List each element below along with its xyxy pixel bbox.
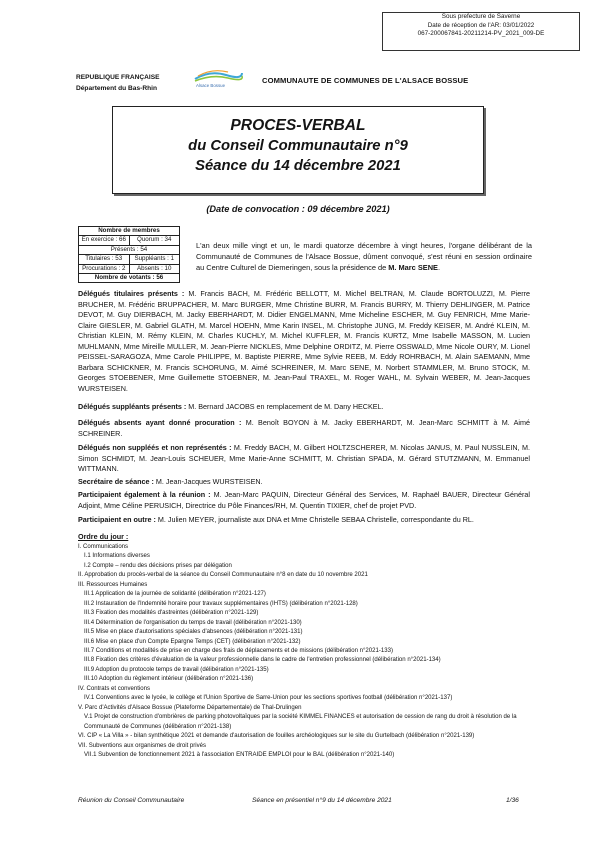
- members-titulaires: Titulaires : 53: [85, 255, 123, 263]
- agenda-list: [78, 543, 546, 760]
- agenda-item: IV. Contrats et conventions: [78, 685, 151, 692]
- delegues-titulaires-list: M. Francis BACH, M. Frédéric BELLOTT, M. Michel BELTRAN, M. Claude BORTOLUZZI, M. Pierre BRUCHER, M. Frédéric BRUPPACHER, M. Marc BURGER, Mme Christine BURR, M. Francis BURRY, M. Thierry DEHLINGER, M. Patrice DEVOT, M. Guy DIERBACH, M. Jacky EBERHARDT, M. Didier ENGELMANN, Mme Micheline ESCHER, M. Guy FENRICH, Mme Marie-Claire GIESLER, M. Gabriel GLATH, M. Marcel HOEHN, Mme Karin INSEL, M. Christophe JUNG, M. Freddy KEISER, M. André KLEIN, M. Christian KLEIN, M. Rémy KLEIN, M. Charles KUCHLY, M. Michel KUFFLER, M. Francis KURTZ, Mme Isabelle MASSON, M. Lucien MUHLMANN, Mme Mireille MULLER, M. Jean-Pierre NICKLES, Mme Delphine ORDITZ, M. Pierre OSSWALD, Mme Nicole OURY, M. Lionel PEISSEL-SARAGOZA, Mme Carole PHILIPPE, M. Baptiste PIERRE, Mme Sylvie REEB, M. Eddy ROHRBACH, M. Alain SAEMANN, Mme Barbara SCHICKNER, M. Francis SCHORUNG, M. Aimé SCHREINER, M. Marc SENE, M. Norbert STAMMLER, M. Bruno STOCK, M. Georges STOEBENER, Mme Guillemette STOEBNER, M. Jean-Paul TRAXEL, M. Roger WAHL, M. Sylvain WEBER, M. Jean-Jacques WURSTEISEN.: [78, 289, 531, 393]
- participants-section: [78, 490, 530, 511]
- members-votants: Nombre de votants : 56: [94, 273, 164, 281]
- en-outre-label: Participaient en outre :: [78, 515, 156, 524]
- agenda-item: VII.1 Subvention de fonctionnement 2021 à l'association ENTRAIDE EMPLOI pour le BAL (délibération n°2021-140): [84, 751, 395, 758]
- communaute-title: COMMUNAUTE DE COMMUNES DE L'ALSACE BOSSUE: [262, 76, 469, 85]
- participants-text: M. Jean-Marc PAQUIN, Directeur Général des Services, M. Raphaël BAUER, Directeur Général Adjoint, Mme Céline PERUSICH, Directrice du Pôle Finances/RH, M. Quentin TIXIER, chef de projet PVD.: [78, 490, 530, 510]
- title-conseil: du Conseil Communautaire n°9: [188, 138, 408, 154]
- members-header: Nombre de membres: [98, 227, 160, 234]
- stamp-prefecture: Sous prefecture de Saverne: [441, 13, 521, 20]
- issuer-block: [76, 72, 160, 94]
- members-en-exercice: En exercice : 66: [81, 236, 126, 244]
- logo-waves-icon: [192, 68, 244, 84]
- agenda-item: VII. Subventions aux organismes de droit privés: [78, 742, 207, 749]
- footer-center: Séance en présentiel n°9 du 14 décembre 2021: [252, 797, 392, 804]
- agenda-item: III.1 Application de la journée de solidarité (délibération n°2021-127): [84, 591, 266, 598]
- page-number: 1/36: [506, 797, 519, 804]
- members-table: [78, 226, 180, 283]
- agenda-item: I.1 Informations diverses: [84, 553, 150, 560]
- members-procurations: Procurations : 2: [82, 264, 126, 272]
- non-represented-label: Délégués non suppléés et non représentés :: [78, 443, 232, 452]
- document-title-box: [112, 106, 484, 194]
- en-outre-text: M. Julien MEYER, journaliste aux DNA et Mme Christelle SEBAA Christelle, correspondante du RL.: [155, 515, 474, 524]
- agenda-item: VI. CIP « La Villa » - bilan synthétique 2021 et demande d'autorisation de fouilles archéologiques sur le site du Gurtelbach (délibération n°2021-139): [78, 733, 475, 740]
- secretaire-label: Secrétaire de séance :: [78, 477, 154, 486]
- agenda-item: III.8 Fixation des critères d'évaluation de la valeur professionnelle dans le cadre de l'entretien professionnel (délibération n°2021-134): [84, 657, 441, 664]
- title-proces-verbal: PROCES-VERBAL: [230, 117, 366, 134]
- agenda-item: V. Parc d'Activités d'Alsace Bossue (Plateforme Départementale) de Thal-Drulingen: [78, 704, 302, 711]
- agenda-item: III.10 Adoption du règlement intérieur (délibération n°2021-136): [84, 676, 254, 683]
- departement-label: Département du Bas-Rhin: [76, 85, 157, 92]
- agenda-item: III.7 Conditions et modalités de prise en charge des frais de déplacements et de missions (délibération n°2021-133): [84, 647, 393, 654]
- stamp-date: Date de réception de l'AR: 03/01/2022: [427, 21, 535, 29]
- agenda-item: IV.1 Conventions avec le lycée, le collège et l'Union Sportive de Sarre-Union pour les sections sportives football (délibération n°2021-137): [84, 695, 453, 702]
- procuration-text: M. Benoît BOYON à M. Jacky EBERHARDT, M. Jean-Marc SCHMITT à M. Aimé SCHREINER.: [78, 418, 530, 438]
- non-represented-section: [78, 443, 530, 475]
- agenda-item: II. Approbation du procès-verbal de la séance du Conseil Communautaire n°8 en date du 10 novembre 2021: [78, 572, 368, 579]
- participants-label: Participaient également à la réunion :: [78, 490, 211, 499]
- agenda-item: I.2 Compte – rendu des décisions prises par délégation: [84, 562, 232, 569]
- agenda-item: I. Communications: [78, 544, 129, 550]
- delegues-titulaires-label: Délégués titulaires présents :: [78, 289, 185, 298]
- alsace-bossue-logo: [192, 68, 244, 92]
- convocation-date: (Date de convocation : 09 décembre 2021): [206, 204, 390, 214]
- agenda-item: V.1 Projet de construction d'ombrières de parking photovoltaïques par la société KIMMEL FINANCES et autorisation de cession de rang du droit à résolution de la Communauté de Communes (délibération n°2021-138): [84, 714, 517, 730]
- agenda-item: III. Ressources Humaines: [78, 581, 148, 588]
- title-seance: Séance du 14 décembre 2021: [195, 158, 401, 174]
- republique-label: REPUBLIQUE FRANÇAISE: [76, 74, 160, 81]
- delegues-suppleants-section: [78, 402, 530, 413]
- intro-paragraph: [196, 240, 532, 273]
- members-presents: Présents : 54: [110, 245, 148, 253]
- delegues-suppleants-label: Délégués suppléants présents :: [78, 402, 187, 411]
- delegues-suppleants-text: M. Bernard JACOBS en remplacement de M. Dany HECKEL.: [186, 402, 384, 411]
- agenda-item: III.5 Mise en place d'autorisations spéciales d'absences (délibération n°2021-131): [84, 629, 303, 636]
- non-represented-list: M. Freddy BACH, M. Gilbert HOLTZSCHERER, M. Nicolas JANUS, M. Paul NUSSLEIN, M. Simon SCHMIDT, M. Jean-Louis SCHEUER, Mme Marie-Anne SCHMITT, M. Christian SPADA, M. Gérard STUTZMANN, M. Emmanuel WITTMANN.: [78, 443, 530, 473]
- agenda-item: III.9 Adoption du protocole temps de travail (délibération n°2021-135): [84, 666, 269, 673]
- agenda-item: III.6 Mise en place d'un Compte Epargne Temps (CET) (délibération n°2021-132): [84, 638, 301, 645]
- members-suppleants: Suppléants : 1: [129, 255, 180, 263]
- president-name: M. Marc SENE: [388, 263, 438, 272]
- stamp-reference: 067-200067841-20211214-PV_2021_009-DE: [417, 30, 545, 38]
- ordre-du-jour-heading: Ordre du jour :: [78, 532, 129, 541]
- agenda-item: III.2 Instauration de l'Indemnité horaire pour travaux supplémentaires (IHTS) (délibération n°2021-128): [84, 600, 358, 607]
- members-absents: Absents : 10: [129, 265, 180, 273]
- delegues-titulaires-section: [78, 289, 530, 394]
- intro-end: .: [437, 263, 441, 272]
- reception-stamp: [382, 12, 580, 51]
- secretaire-name: M. Jean-Jacques WURSTEISEN.: [153, 477, 263, 486]
- en-outre-section: [78, 515, 530, 526]
- footer-left: Réunion du Conseil Communautaire: [78, 797, 185, 804]
- agenda-item: III.4 Détermination de l'organisation du temps de travail (délibération n°2021-130): [84, 619, 302, 626]
- members-quorum: Quorum : 34: [129, 236, 180, 244]
- agenda-item: III.3 Fixation des modalités d'astreintes (délibération n°2021-129): [84, 610, 259, 617]
- secretaire-section: [78, 477, 530, 488]
- procuration-section: [78, 418, 530, 439]
- procuration-label: Délégués absents ayant donné procuration :: [78, 418, 242, 427]
- intro-text: L'an deux mille vingt et un, le mardi quatorze décembre à vingt heures, l'organe délibérant de la Communauté de Communes de l'Alsace Bossue, dûment convoqué, s'est réuni en session ordinaire au Centre Culturel de Diemeringen, sous la présidence de: [196, 241, 532, 272]
- logo-text: Alsace Bossue: [196, 83, 226, 88]
